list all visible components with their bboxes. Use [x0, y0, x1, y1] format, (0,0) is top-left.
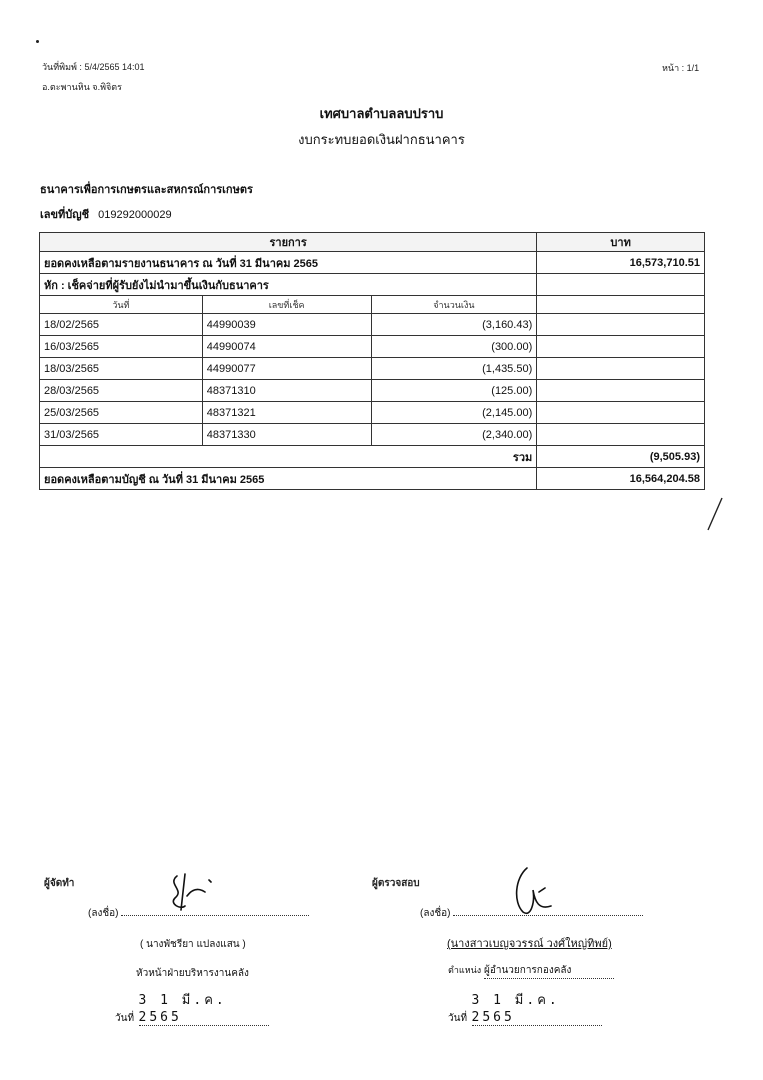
row-date: 31/03/2565	[40, 424, 203, 446]
account-number: 019292000029	[98, 209, 172, 221]
row-amount: (300.00)	[371, 336, 537, 358]
row-cheque: 48371330	[202, 424, 371, 446]
reviewer-position-label: ตำแหน่ง	[448, 965, 482, 975]
sub-header-amount: จำนวนเงิน	[371, 296, 537, 314]
row-amount: (125.00)	[371, 380, 537, 402]
print-date: วันที่พิมพ์ : 5/4/2565 14:01	[42, 62, 145, 72]
reviewer-name: (นางสาวเบญจวรรณ์ วงศ์ใหญ่ทิพย์)	[447, 938, 612, 950]
reconciliation-table	[39, 232, 705, 490]
reviewer-sign-label: (ลงชื่อ)	[420, 908, 451, 919]
reviewer-date-line	[448, 989, 602, 1026]
total-row	[40, 446, 705, 468]
preparer-position: หัวหน้าฝ่ายบริหารงานคลัง	[136, 968, 249, 979]
bank-name: ธนาคารเพื่อการเกษตรและสหกรณ์การเกษตร	[40, 184, 253, 196]
reviewer-signature	[505, 862, 565, 920]
document-title: เทศบาลตำบลลบปราบ	[319, 106, 444, 121]
row-cheque: 48371310	[202, 380, 371, 402]
preparer-name: ( นางพัชรียา แปลงแสน )	[140, 939, 246, 950]
row-cheque: 44990077	[202, 358, 371, 380]
book-balance-value: 16,564,204.58	[537, 468, 705, 490]
reviewer-role: ผู้ตรวจสอบ	[372, 878, 420, 889]
preparer-date: 3 1 มี.ค. 2565	[139, 989, 269, 1026]
row-cheque: 48371321	[202, 402, 371, 424]
table-row	[40, 358, 705, 380]
scan-speck	[36, 40, 39, 43]
table-row	[40, 336, 705, 358]
table-row	[40, 402, 705, 424]
department-label: อ.ตะพานหิน จ.พิจิตร	[42, 82, 122, 92]
bank-balance-row	[40, 252, 705, 274]
row-date: 28/03/2565	[40, 380, 203, 402]
row-cheque: 44990074	[202, 336, 371, 358]
deduct-label: หัก : เช็คจ่ายที่ผู้รับยังไม่นำมาขึ้นเงินกับธนาคาร	[40, 274, 537, 296]
preparer-date-label: วันที่	[115, 1013, 135, 1024]
table-row	[40, 314, 705, 336]
row-date: 18/03/2565	[40, 358, 203, 380]
row-amount: (2,340.00)	[371, 424, 537, 446]
account-label: เลขที่บัญชี	[40, 209, 90, 221]
pen-tick-mark	[704, 496, 726, 532]
col-header-items: รายการ	[40, 233, 537, 252]
row-amount: (1,435.50)	[371, 358, 537, 380]
sub-header-row	[40, 296, 705, 314]
reviewer-date: 3 1 มี.ค. 2565	[472, 989, 602, 1026]
bank-balance-label: ยอดคงเหลือตามรายงานธนาคาร ณ วันที่ 31 มีนาคม 2565	[40, 252, 537, 274]
preparer-role: ผู้จัดทำ	[44, 878, 75, 889]
table-row	[40, 424, 705, 446]
reviewer-position-line	[448, 963, 614, 979]
row-date: 18/02/2565	[40, 314, 203, 336]
preparer-signature	[165, 866, 225, 916]
bank-balance-value: 16,573,710.51	[537, 252, 705, 274]
col-header-baht: บาท	[537, 233, 705, 252]
total-label: รวม	[40, 446, 537, 468]
preparer-sign-label: (ลงชื่อ)	[88, 908, 119, 919]
account-info	[40, 205, 172, 223]
row-cheque: 44990039	[202, 314, 371, 336]
document-subtitle: งบกระทบยอดเงินฝากธนาคาร	[298, 132, 465, 147]
page-number: หน้า : 1/1	[662, 63, 700, 73]
reviewer-position: ผู้อำนวยการกองคลัง	[484, 963, 614, 979]
book-balance-row	[40, 468, 705, 490]
sub-header-date: วันที่	[40, 296, 203, 314]
row-amount: (3,160.43)	[371, 314, 537, 336]
row-date: 16/03/2565	[40, 336, 203, 358]
preparer-date-line	[115, 989, 269, 1026]
total-value: (9,505.93)	[537, 446, 705, 468]
table-header-row	[40, 233, 705, 252]
sub-header-cheque: เลขที่เช็ค	[202, 296, 371, 314]
row-date: 25/03/2565	[40, 402, 203, 424]
reviewer-date-label: วันที่	[448, 1013, 468, 1024]
deduct-row	[40, 274, 705, 296]
row-amount: (2,145.00)	[371, 402, 537, 424]
book-balance-label: ยอดคงเหลือตามบัญชี ณ วันที่ 31 มีนาคม 2565	[40, 468, 537, 490]
table-row	[40, 380, 705, 402]
